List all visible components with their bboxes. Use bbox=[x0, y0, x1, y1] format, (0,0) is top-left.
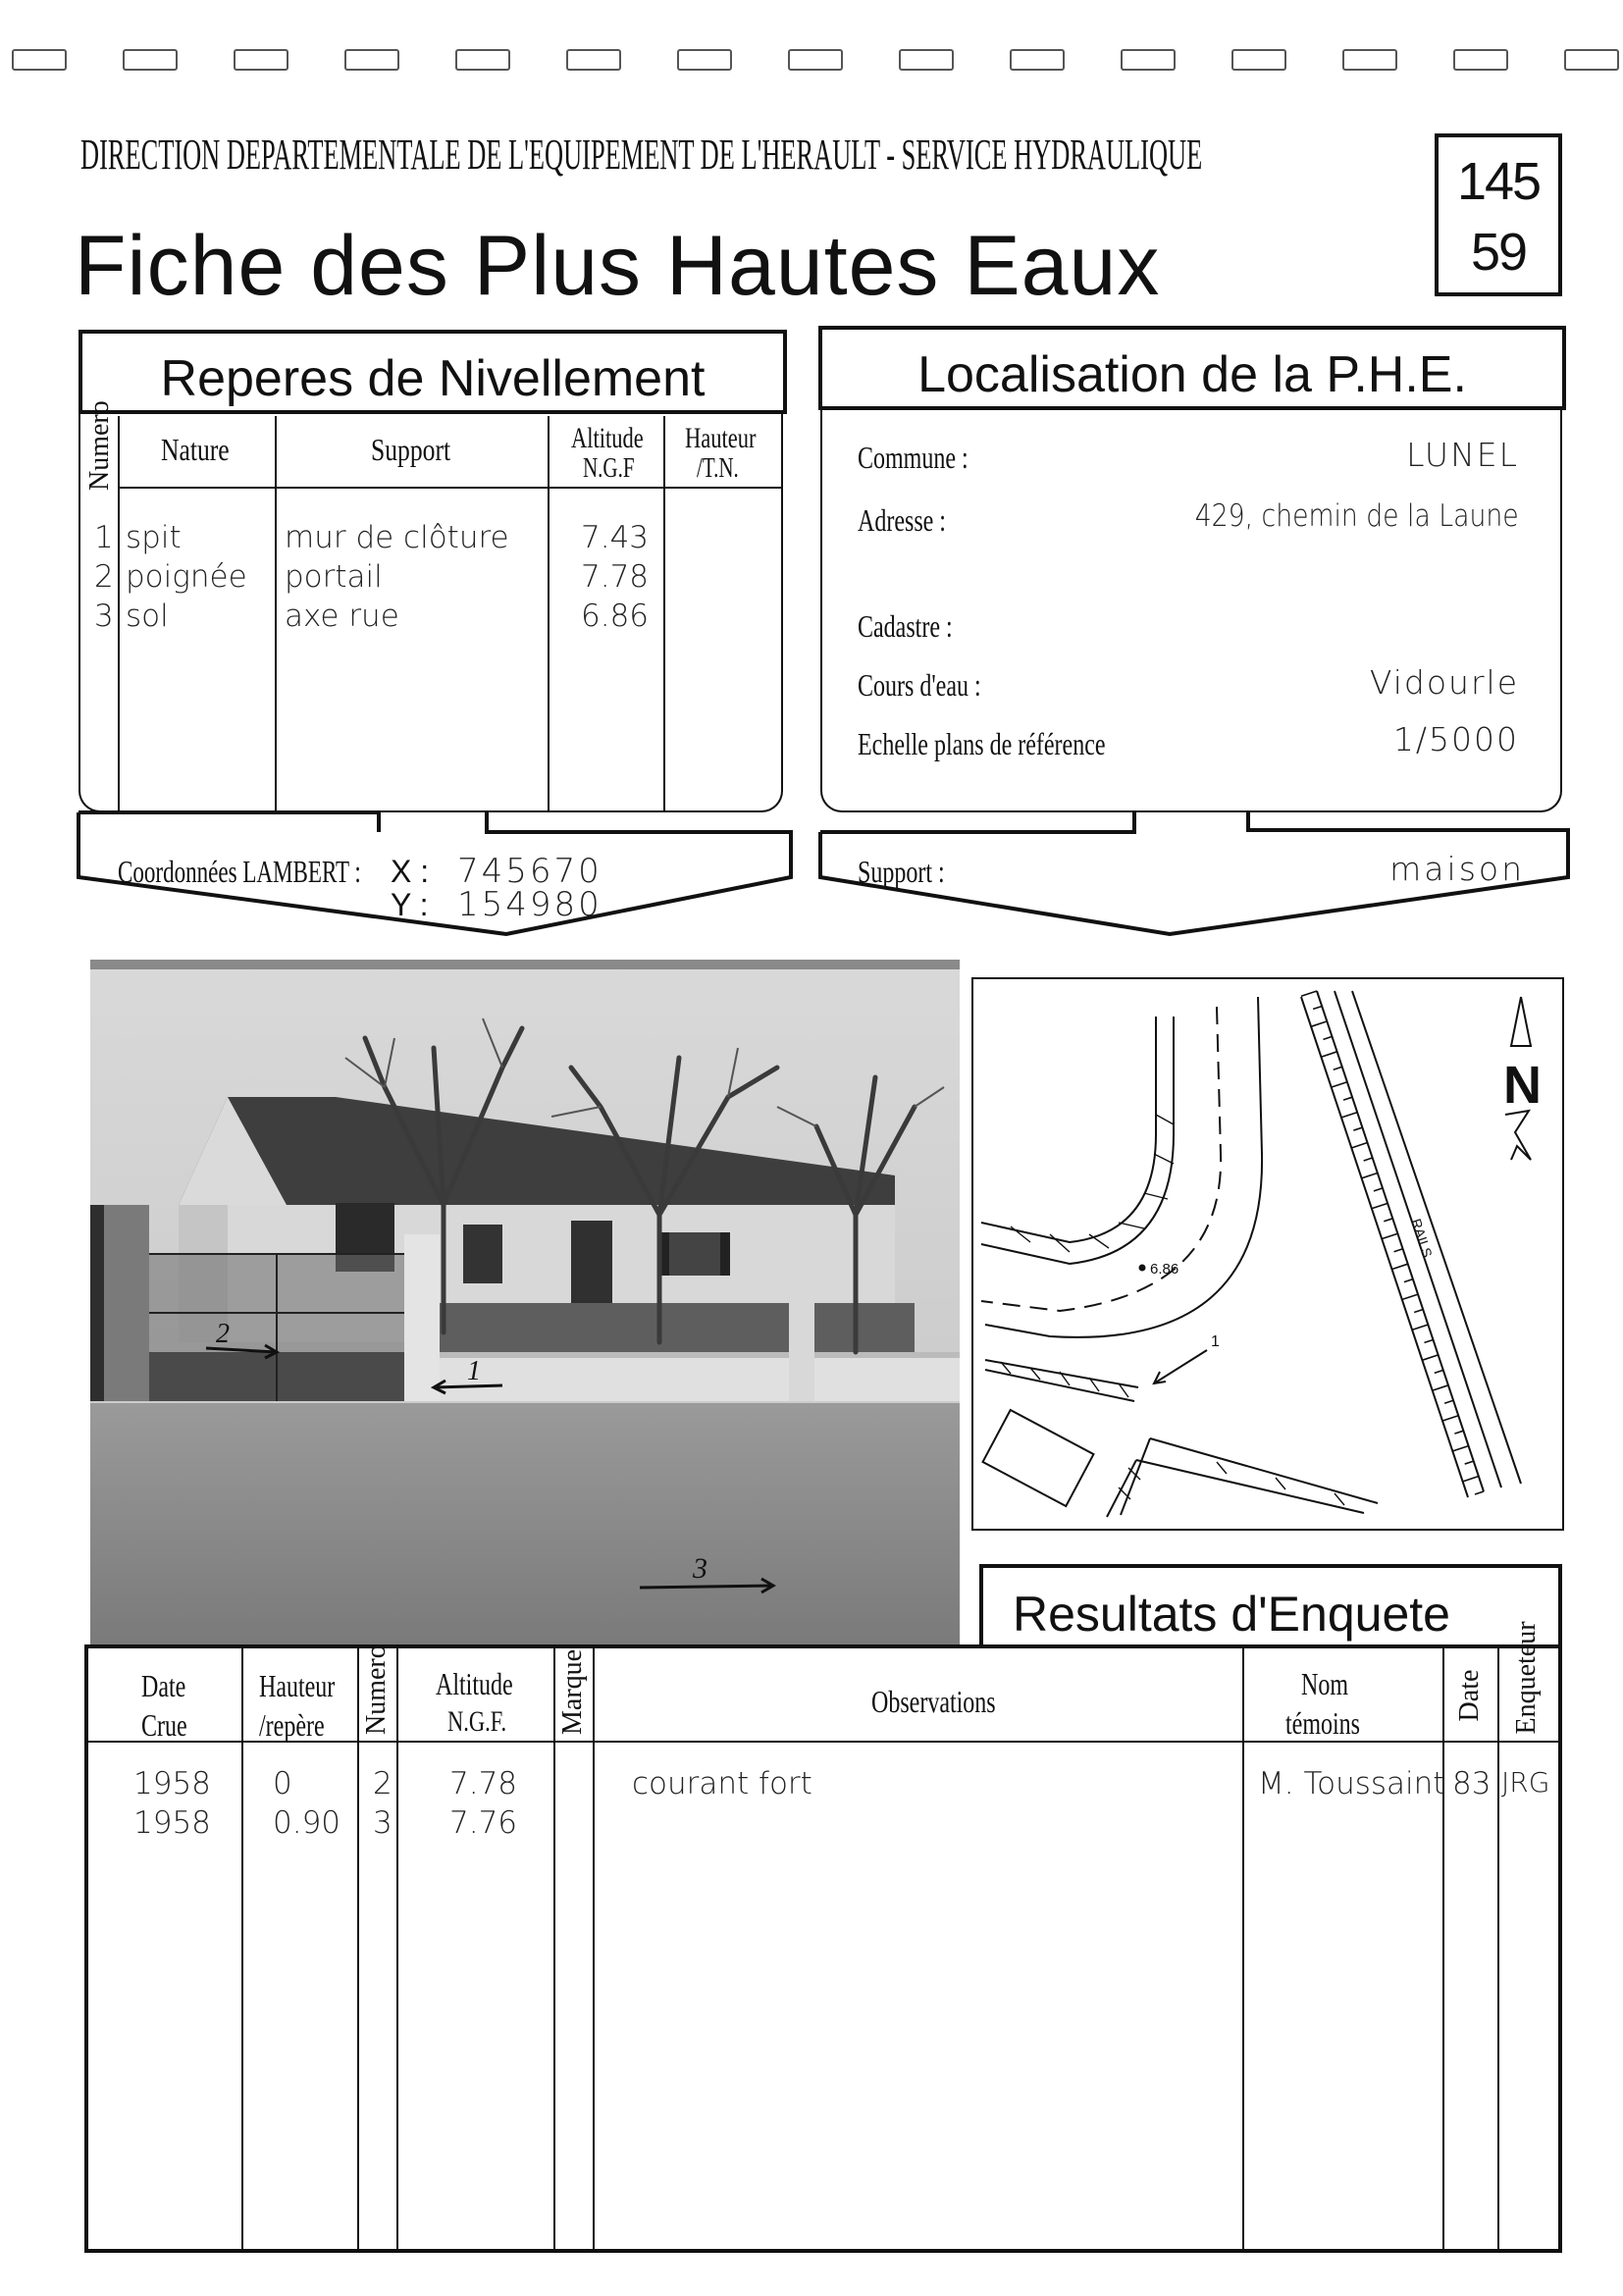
binder-hole bbox=[1010, 49, 1065, 71]
cours-label: Cours d'eau : bbox=[858, 667, 981, 703]
res-col-hauteur-1: Hauteur bbox=[259, 1668, 336, 1703]
photo-marker-2: 2 bbox=[216, 1319, 230, 1349]
res-col-observations: Observations bbox=[871, 1684, 996, 1719]
resultats-heading-box bbox=[979, 1564, 1562, 1646]
result-numero: 2 bbox=[373, 1766, 393, 1801]
result-altitude: 7.76 bbox=[449, 1805, 518, 1841]
spot-height-label: 6.86 bbox=[1150, 1261, 1179, 1278]
echelle-label: Echelle plans de référence bbox=[858, 726, 1106, 761]
result-enqueteur: JRG bbox=[1501, 1766, 1550, 1799]
res-col-nom-1: Nom bbox=[1301, 1666, 1348, 1701]
result-hauteur: 0 bbox=[273, 1766, 292, 1801]
repere-altitude: 7.78 bbox=[581, 559, 650, 595]
result-numero: 3 bbox=[373, 1805, 393, 1841]
resultats-heading: Resultats d'Enquete bbox=[1013, 1587, 1450, 1642]
res-col-date-crue-1: Date bbox=[141, 1668, 186, 1703]
binder-hole bbox=[234, 49, 288, 71]
commune-value: LUNEL bbox=[1406, 436, 1519, 474]
binder-hole bbox=[1564, 49, 1619, 71]
cours-value: Vidourle bbox=[1369, 663, 1519, 702]
page-title: Fiche des Plus Hautes Eaux bbox=[75, 219, 1161, 313]
binder-hole bbox=[1231, 49, 1286, 71]
repere-numero: 3 bbox=[94, 599, 114, 634]
binder-hole bbox=[455, 49, 510, 71]
binder-hole bbox=[344, 49, 399, 71]
repere-support: mur de clôture bbox=[285, 520, 509, 555]
support-label: Support : bbox=[858, 854, 945, 889]
repere-nature: sol bbox=[126, 599, 169, 634]
binder-hole bbox=[566, 49, 621, 71]
repere-support: portail bbox=[285, 559, 383, 595]
col-header-support: Support bbox=[371, 432, 451, 467]
house-photo bbox=[90, 960, 960, 1644]
repere-numero: 1 bbox=[94, 520, 114, 555]
lambert-x-label: X : bbox=[391, 854, 430, 889]
lambert-x-value: 745670 bbox=[457, 852, 602, 891]
repere-altitude: 7.43 bbox=[581, 520, 650, 555]
binder-hole bbox=[1342, 49, 1397, 71]
lambert-y-label: Y : bbox=[391, 887, 429, 922]
photo-marker-1: 1 bbox=[467, 1356, 481, 1386]
support-value: maison bbox=[1389, 850, 1525, 888]
res-col-altitude-2: N.G.F. bbox=[447, 1705, 507, 1738]
col-header-numero: Numero bbox=[84, 400, 115, 491]
north-label: N bbox=[1503, 1056, 1542, 1115]
binder-hole bbox=[1453, 49, 1508, 71]
commune-label: Commune : bbox=[858, 440, 969, 475]
binder-hole bbox=[677, 49, 732, 71]
repere-support: axe rue bbox=[285, 599, 399, 634]
site-plan bbox=[971, 977, 1564, 1531]
adresse-value: 429, chemin de la Laune bbox=[1195, 498, 1519, 534]
photo-marker-3: 3 bbox=[693, 1552, 707, 1585]
binder-hole bbox=[1121, 49, 1176, 71]
res-col-date: Date bbox=[1454, 1669, 1485, 1722]
rails-label: RAILS bbox=[1408, 1216, 1436, 1260]
col-header-hauteur-2: /T.N. bbox=[697, 453, 739, 484]
lambert-label: Coordonnées LAMBERT : bbox=[118, 854, 361, 889]
fiche-code-bottom: 59 bbox=[1470, 223, 1527, 282]
lambert-y-value: 154980 bbox=[457, 885, 602, 924]
binder-hole bbox=[899, 49, 954, 71]
fiche-code-box bbox=[1435, 133, 1562, 296]
localisation-heading-box bbox=[818, 326, 1566, 410]
res-col-marque: Marque bbox=[557, 1648, 588, 1735]
agency-header: DIRECTION DEPARTEMENTALE DE L'EQUIPEMENT DE L'HERAULT - SERVICE HYDRAULIQUE bbox=[80, 130, 1203, 179]
res-col-nom-2: témoins bbox=[1285, 1705, 1360, 1741]
reperes-table bbox=[79, 400, 783, 812]
plan-marker-1: 1 bbox=[1211, 1333, 1220, 1350]
fiche-code-top: 145 bbox=[1456, 152, 1541, 211]
result-date-crue: 1958 bbox=[133, 1805, 211, 1841]
res-col-date-crue-2: Crue bbox=[141, 1707, 187, 1743]
col-header-altitude-1: Altitude bbox=[571, 422, 644, 454]
result-nom: M. Toussaint bbox=[1258, 1766, 1445, 1801]
repere-altitude: 6.86 bbox=[581, 599, 650, 634]
localisation-heading: Localisation de la P.H.E. bbox=[917, 346, 1467, 403]
res-col-altitude-1: Altitude bbox=[436, 1666, 513, 1701]
binder-hole bbox=[123, 49, 178, 71]
result-altitude: 7.78 bbox=[449, 1766, 518, 1801]
result-date-crue: 1958 bbox=[133, 1766, 211, 1801]
col-header-nature: Nature bbox=[161, 432, 230, 467]
reperes-heading-box bbox=[79, 330, 787, 414]
spot-height-dot bbox=[1139, 1265, 1146, 1272]
res-col-numero: Numero bbox=[361, 1644, 392, 1735]
reperes-heading: Reperes de Nivellement bbox=[160, 350, 706, 407]
adresse-label: Adresse : bbox=[858, 502, 946, 538]
result-hauteur: 0.90 bbox=[273, 1805, 341, 1841]
repere-nature: poignée bbox=[126, 559, 247, 595]
repere-numero: 2 bbox=[94, 559, 114, 595]
result-date: 83 bbox=[1452, 1766, 1492, 1801]
cadastre-label: Cadastre : bbox=[858, 608, 953, 644]
res-col-hauteur-2: /repère bbox=[259, 1707, 325, 1743]
col-header-hauteur-1: Hauteur bbox=[685, 422, 757, 454]
result-observations: courant fort bbox=[632, 1766, 812, 1801]
col-header-altitude-2: N.G.F bbox=[583, 453, 635, 484]
repere-nature: spit bbox=[126, 520, 182, 555]
echelle-value: 1/5000 bbox=[1392, 720, 1519, 758]
res-col-enqueteur: Enqueteur bbox=[1511, 1621, 1542, 1735]
binder-hole bbox=[788, 49, 843, 71]
binder-hole bbox=[12, 49, 67, 71]
